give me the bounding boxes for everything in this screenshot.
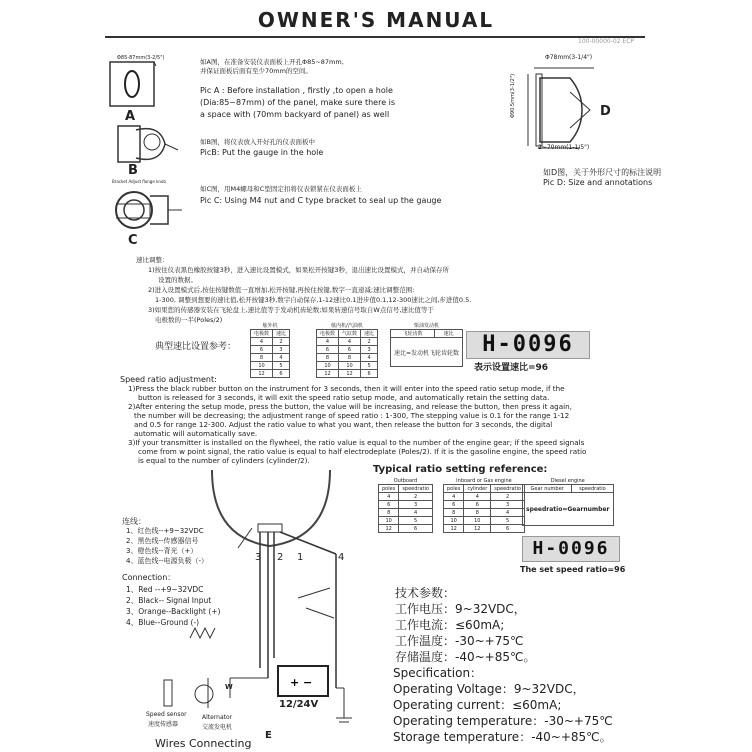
cn-inboard-grid (316, 329, 378, 378)
table-header-cell: speedratio (491, 485, 525, 493)
title-rule (105, 36, 645, 38)
alternator-cn: 交流发电机 (202, 724, 233, 731)
table-row (379, 493, 433, 501)
table-cell: 5 (491, 517, 525, 525)
table-row (251, 346, 290, 354)
table-cell: 12 (339, 370, 361, 378)
en-adjust-3c: is equal to the number of cylinders (cylinder/2). (138, 456, 310, 465)
specs-cn-2: 工作电流：≤60mA; (395, 618, 505, 632)
label-a: A (125, 109, 136, 124)
table-cell: 8 (444, 509, 464, 517)
table-cell: 4 (339, 338, 361, 346)
cn-diesel-table (390, 322, 463, 367)
table-cell: 12 (251, 370, 273, 378)
table-cell: 4 (444, 493, 464, 501)
en-adjust-2d: automatic will automatically save. (134, 429, 258, 438)
bracket-note: Bracket Adjust flange knob (112, 179, 166, 184)
dim-d-bottom: 2~70mm(1-1/5") (538, 144, 590, 151)
en-inboard-title: Inboard or Gas engine (456, 478, 512, 484)
cn-adjust-2b: 1-300, 调整到想要的速比值,松开按键3秒,数字自动保存,1-12速比0.1进步值0.1,12-300速比之间,步进值0.5. (155, 296, 472, 304)
wiring-cn-2: 2、黑色线--传感器信号 (126, 537, 199, 545)
table-header-cell: 速比 (361, 330, 378, 338)
table-cell: 4 (379, 493, 399, 501)
cn-diesel-note: 速比=发动机飞轮齿轮数 (391, 338, 463, 367)
en-inboard-grid (443, 484, 525, 533)
specs-en-3: Operating temperature：-30~+75℃ (393, 714, 613, 728)
wiring-en-3: 3、Orange--Backlight (+) (126, 607, 221, 616)
en-diesel-h2: speedratio (572, 485, 613, 493)
document-code: 100-00000-02 ECP (578, 38, 635, 45)
pic-b-en: PicB: Put the gauge in the hole (200, 148, 324, 157)
table-header-cell: poles (379, 485, 399, 493)
table-cell: 5 (361, 362, 378, 370)
table-cell: 12 (444, 525, 464, 533)
table-cell: 4 (251, 338, 273, 346)
table-row (444, 501, 525, 509)
wiring-cn-1: 1、红色线--+9~32VDC (126, 527, 204, 535)
table-cell: 2 (491, 493, 525, 501)
table-cell: 12 (379, 525, 399, 533)
pic-a-cn: 如A图，在准备安装仪表面板上开孔Φ85~87mm, (200, 58, 344, 66)
label-c: C (128, 233, 138, 248)
cn-set-label: 表示设置速比=96 (474, 363, 549, 373)
specs-cn-3: 工作温度：-30~+75℃ (395, 634, 524, 648)
cn-adjust-1: 1)按住仪表黑色橡胶按键3秒，进入速比设置模式，如果松开按键3秒，退出速比设置模式，并自动保存所 (148, 266, 449, 274)
cn-diesel-title: 柴油发动机 (414, 323, 440, 329)
table-row (251, 370, 290, 378)
table-header-cell: speedratio (399, 485, 433, 493)
en-ref-title: Typical ratio setting reference: (373, 464, 548, 475)
table-cell: 8 (464, 509, 491, 517)
table-cell: 12 (317, 370, 339, 378)
table-cell: 8 (317, 354, 339, 362)
dim-d-side: Φ90.5mm(3-1/2") (510, 73, 516, 118)
table-cell: 5 (399, 517, 433, 525)
wiring-en-list (126, 584, 220, 628)
table-cell: 4 (317, 338, 339, 346)
table-row (251, 354, 290, 362)
table-cell: 3 (273, 346, 290, 354)
alternator-w: W (225, 683, 233, 691)
table-header-cell: poles (444, 485, 464, 493)
table-row (379, 501, 433, 509)
wire-num-1: 1 (297, 552, 304, 563)
table-cell: 5 (273, 362, 290, 370)
en-diesel-title: Diesel engine (550, 478, 585, 484)
en-set-label: The set speed ratio=96 (520, 565, 626, 574)
table-cell: 6 (444, 501, 464, 509)
en-adjust-2: 2)After entering the setup mode, press the button, the value will be increasing, and release the button, then press it again, (128, 402, 572, 411)
en-adjust-3: 3)If your transmitter is installed on the flywheel, the ratio value is equal to the number of the engine gear; if the speed signals (128, 438, 585, 447)
table-cell: 2 (399, 493, 433, 501)
table-cell: 6 (317, 346, 339, 354)
wires-caption: Wires Connecting (155, 737, 252, 750)
table-cell: 6 (251, 346, 273, 354)
wiring-en-4: 4、Blue--Ground (-) (126, 618, 200, 627)
svg-text:+ −: + − (290, 676, 313, 689)
table-cell: 10 (339, 362, 361, 370)
pic-c-en: Pic C: Using M4 nut and C type bracket to seal up the gauge (200, 196, 442, 205)
specs-en-4: Storage temperature：-40~+85℃。 (393, 730, 612, 744)
speed-sensor-en: Speed sensor (146, 711, 187, 718)
en-adjust-1: 1)Press the black rubber button on the instrument for 3 seconds, then it will enter into the speed ratio setup mode, if the (128, 384, 565, 393)
cn-inboard-title: 舷内机/汽油机 (331, 323, 363, 329)
table-row (317, 346, 378, 354)
en-adjust-1b: button is released for 3 seconds, it will exit the speed ratio setup mode, and automatically retain the setting data. (138, 393, 550, 402)
en-outboard-title: Outboard (393, 478, 418, 484)
table-cell: 4 (399, 509, 433, 517)
page-title: OWNER'S MANUAL (257, 8, 495, 32)
wiring-en-2: 2、Black-- Signal Input (126, 596, 212, 605)
specs-en (393, 665, 613, 745)
wire-num-2: 2 (277, 552, 284, 563)
figure-a (108, 60, 158, 110)
en-diesel-h1: Gear number (523, 485, 572, 493)
table-cell: 4 (361, 354, 378, 362)
table-cell: 4 (464, 493, 491, 501)
pic-a-cn-2: 并保证面板后面有至少70mm的空间。 (200, 67, 312, 75)
table-cell: 8 (251, 354, 273, 362)
cn-adjust-1b: 设置的数据。 (158, 276, 197, 284)
pic-c-cn: 如C图，用M4螺母和C型固定扣将仪表锁紧在仪表面板上 (200, 185, 362, 193)
wiring-cn-3: 3、橙色线--背光（+） (126, 547, 198, 555)
en-inboard-table (443, 478, 525, 533)
specs-cn-title: 技术参数： (395, 586, 456, 600)
en-adjust-2c: and 0.5 for range 12-300. Adjust the ratio value to what you want, then release the button for 3 seconds, the digital (134, 420, 553, 429)
table-row (251, 362, 290, 370)
table-row (317, 370, 378, 378)
cn-adjust-2: 2)进入设置模式后,按住按键数值一直增加,松开按键,再按住按键,数字一直递减;速比调整范围: (148, 286, 415, 294)
table-cell: 3 (399, 501, 433, 509)
en-diesel-table (522, 478, 614, 526)
wire-num-3: 3 (255, 552, 262, 563)
label-b: B (128, 163, 138, 178)
table-cell: 6 (339, 346, 361, 354)
alternator-en: Alternator (202, 714, 233, 721)
figure-b (110, 120, 180, 168)
table-cell: 12 (464, 525, 491, 533)
cn-diesel-h1: 飞轮齿数 (391, 330, 435, 338)
table-cell: 10 (251, 362, 273, 370)
en-diesel-note: speedratio=Gearnumber (523, 493, 614, 526)
specs-en-title: Specification： (393, 666, 483, 680)
table-cell: 10 (464, 517, 491, 525)
table-cell: 6 (399, 525, 433, 533)
table-row (317, 362, 378, 370)
table-cell: 4 (491, 509, 525, 517)
speed-sensor-cn: 速度传感器 (148, 721, 179, 728)
table-cell: 8 (339, 354, 361, 362)
table-cell: 6 (491, 525, 525, 533)
specs-cn (395, 585, 535, 665)
cn-outboard-title: 舷外机 (262, 323, 278, 329)
table-header-cell: 电极数 (317, 330, 339, 338)
table-header-cell: 气缸数 (339, 330, 361, 338)
pic-a-en-3: a space with (70mm backyard of panel) as well (200, 110, 390, 119)
table-row (444, 517, 525, 525)
table-row (317, 338, 378, 346)
table-cell: 8 (379, 509, 399, 517)
dim-a-label: Φ85-87mm(3-2/5") (117, 55, 165, 61)
cn-outboard-table (250, 322, 290, 378)
table-cell: 3 (361, 346, 378, 354)
table-cell: 2 (361, 338, 378, 346)
table-header-cell: 速比 (273, 330, 290, 338)
en-adjust-title: Speed ratio adjustment: (120, 375, 217, 384)
cn-adjust-3: 3)如果您的传感器安装在飞轮盘上,速比值等于发动机齿轮数;如果转速信号取自W点信号,速比值等于 (148, 306, 434, 314)
specs-en-2: Operating current：≤60mA; (393, 698, 562, 712)
table-row (444, 525, 525, 533)
table-cell: 10 (317, 362, 339, 370)
en-adjust-2b: the number will be decreasing; the adjustment range of speed ratio : 1-300, The stepping value is 0.1 for the range 1-12 (134, 411, 570, 420)
en-outboard-table (378, 478, 433, 533)
cn-inboard-table (316, 322, 378, 378)
lcd-display-bottom: H-0096 (522, 536, 620, 562)
table-cell: 2 (273, 338, 290, 346)
table-header-cell: cylinder (464, 485, 491, 493)
table-row (444, 493, 525, 501)
en-adjust-3b: come from w point signal, the ratio value is equal to half electrodeplate (Poles/2). If it is the gasoline engine, the speed ratio (138, 447, 587, 456)
cn-ref-label: 典型速比设置参考： (155, 342, 237, 352)
table-cell: 6 (361, 370, 378, 378)
label-e: E (265, 730, 272, 741)
pic-a-en-2: (Dia:85~87mm) of the panel, make sure there is (200, 98, 396, 107)
table-cell: 4 (273, 354, 290, 362)
en-diesel-grid (522, 484, 614, 526)
table-row (444, 509, 525, 517)
wiring-cn-list (126, 526, 208, 566)
table-cell: 10 (379, 517, 399, 525)
table-header-cell: 电极数 (251, 330, 273, 338)
figure-c (110, 184, 185, 239)
table-row (317, 354, 378, 362)
figure-d (520, 62, 600, 152)
specs-cn-4: 存储温度：-40~+85℃。 (395, 650, 536, 664)
cn-diesel-grid (390, 329, 463, 367)
table-cell: 6 (464, 501, 491, 509)
table-row (251, 338, 290, 346)
cn-adjust-3b: 电极数的一半(Poles/2) (155, 316, 223, 324)
wiring-cn-title: 连线： (122, 517, 146, 526)
pic-a-en: Pic A : Before installation , firstly ,to open a hole (200, 86, 393, 95)
pic-d-en: Pic D: Size and annotations (543, 178, 653, 187)
table-row (379, 517, 433, 525)
table-cell: 6 (273, 370, 290, 378)
specs-en-1: Operating Voltage：9~32VDC， (393, 682, 585, 696)
table-cell: 10 (444, 517, 464, 525)
table-cell: 3 (491, 501, 525, 509)
wiring-en-title: Connection： (122, 573, 176, 582)
table-row (379, 525, 433, 533)
table-cell: 6 (379, 501, 399, 509)
wire-num-4: 4 (338, 552, 345, 563)
wiring-cn-4: 4、蓝色线--电源负极（-） (126, 557, 209, 565)
label-d: D (600, 104, 611, 119)
specs-cn-1: 工作电压：9~32VDC， (395, 602, 526, 616)
dim-d-top: Φ78mm(3-1/4") (545, 54, 593, 61)
en-outboard-grid (378, 484, 433, 533)
cn-outboard-grid (250, 329, 290, 378)
battery-label: 12/24V (279, 699, 319, 710)
cn-adjust-title: 速比调整： (136, 256, 169, 264)
table-row (379, 509, 433, 517)
pic-b-cn: 如B图，将仪表放入开好孔的仪表面板中 (200, 138, 315, 146)
lcd-display-top: H-0096 (466, 331, 590, 359)
wiring-en-1: 1、Red --+9~32VDC (126, 585, 204, 594)
pic-d-cn: 如D图，关于外形尺寸的标注说明 (543, 168, 662, 177)
cn-diesel-h2: 速比 (435, 330, 463, 338)
